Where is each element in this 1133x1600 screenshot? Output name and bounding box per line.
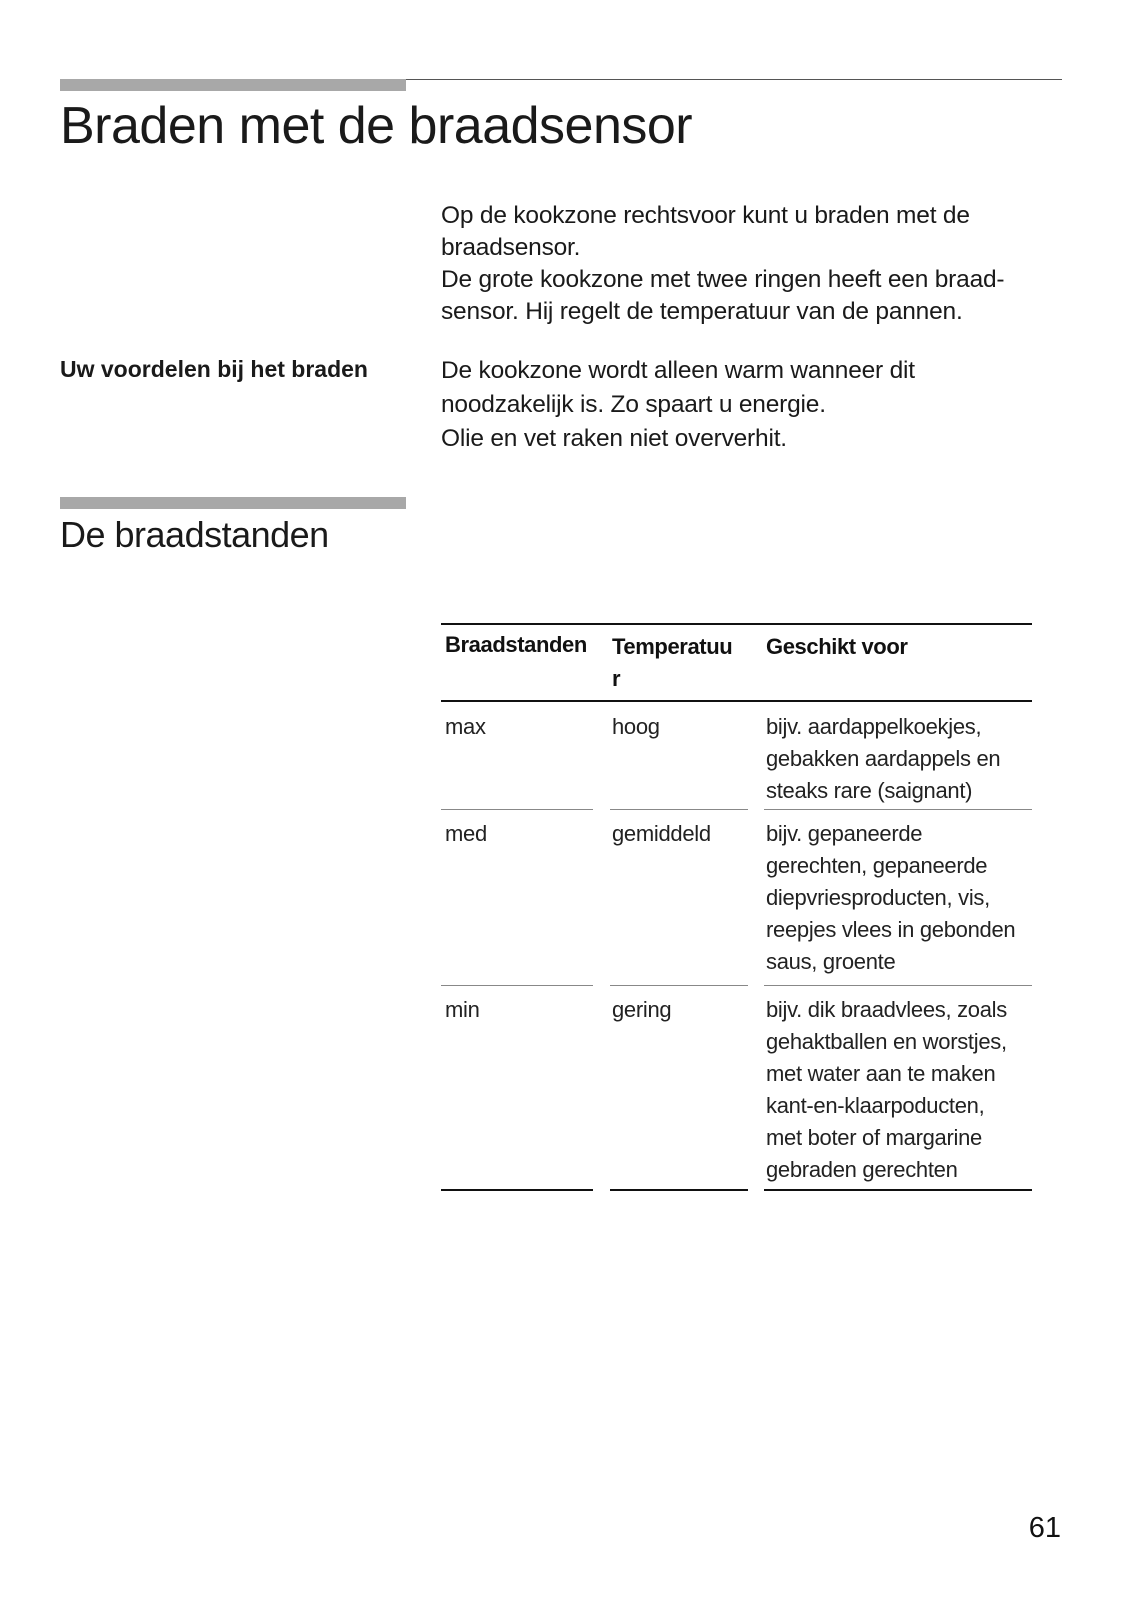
row-separator [441, 985, 593, 986]
header-text: r [612, 666, 621, 691]
advantages-line: De kookzone wordt alleen warm wanneer dit [441, 357, 915, 384]
page-number: 61 [1028, 1512, 1061, 1544]
section-rule [60, 497, 406, 509]
page-title: Braden met de braadsensor [60, 97, 693, 155]
row-separator [764, 809, 1032, 810]
table-bottom-rule [610, 1189, 748, 1191]
row-max-suitable: bijv. aardappelkoekjes, gebakken aardappels en steaks rare (saignant) [766, 714, 1001, 803]
intro-line: Op de kookzone rechtsvoor kunt u braden met de [441, 202, 970, 229]
section-title: De braadstanden [60, 514, 329, 555]
title-rule-accent [60, 79, 406, 91]
row-min-suitable: bijv. dik braadvlees, zoals gehaktballen en worstjes, met water aan te maken kant-en-klaarpoducten, met boter of margarine gebraden gerechten [766, 997, 1007, 1182]
header-bottom-rule [441, 700, 1032, 702]
advantages-line: noodzakelijk is. Zo spaart u energie. [441, 391, 826, 418]
title-rule-line [406, 79, 1062, 80]
row-separator [610, 809, 748, 810]
advantages-line: Olie en vet raken niet oververhit. [441, 425, 787, 452]
intro-line: braadsensor. [441, 234, 581, 261]
table-bottom-rule [441, 1189, 593, 1191]
table-top-rule [441, 623, 1032, 625]
row-max-temperature: hoog [612, 714, 660, 739]
row-separator [764, 985, 1032, 986]
row-med-suitable: bijv. gepaneerde gerechten, gepaneerde diepvriesproducten, vis, reepjes vlees in gebonden saus, groente [766, 821, 1016, 974]
advantages-text [441, 354, 1081, 456]
row-max-setting: max [445, 714, 486, 739]
row-med-setting: med [445, 821, 487, 846]
header-text: Braadstanden [445, 632, 587, 657]
intro-line: De grote kookzone met twee ringen heeft een braad- [441, 266, 1005, 293]
intro-text [441, 200, 1081, 328]
row-min-temperature: gering [612, 997, 672, 1022]
header-text: Geschikt voor [766, 634, 908, 659]
row-med-temperature: gemiddeld [612, 821, 711, 846]
row-min-setting: min [445, 997, 480, 1022]
header-text: Temperatuu [612, 634, 733, 659]
intro-line: sensor. Hij regelt de temperatuur van de pannen. [441, 298, 963, 325]
header-braadstanden [445, 629, 587, 661]
header-geschikt-voor [766, 631, 908, 663]
advantages-label: Uw voordelen bij het braden [60, 356, 368, 382]
header-temperatuur [612, 631, 732, 695]
table-bottom-rule [764, 1189, 1032, 1191]
row-separator [610, 985, 748, 986]
row-separator [441, 809, 593, 810]
